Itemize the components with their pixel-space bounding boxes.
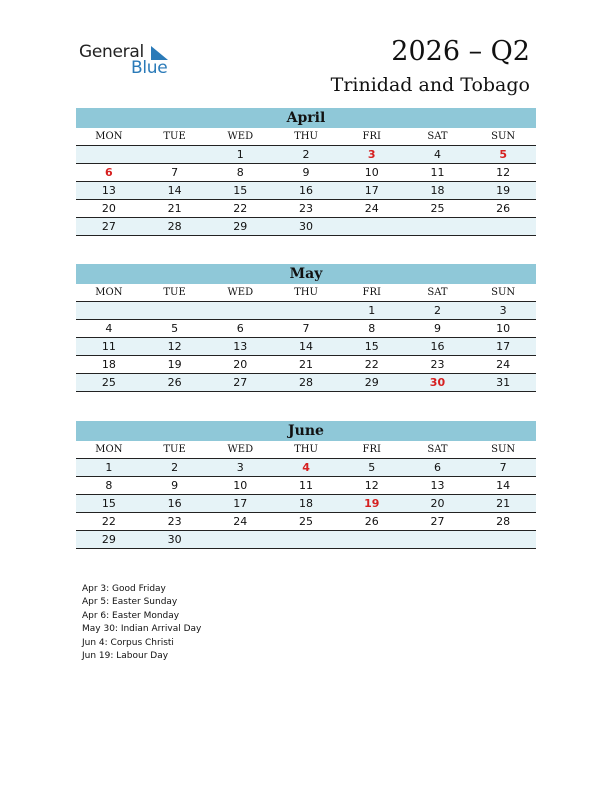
day-cell: 20 [233, 358, 248, 371]
day-cell: 7 [302, 322, 310, 335]
day-cell: 14 [167, 184, 182, 197]
day-cell: 27 [233, 376, 248, 389]
day-cell: 12 [364, 479, 379, 492]
day-cell: 3 [236, 461, 244, 474]
day-cell: 20 [430, 497, 445, 510]
day-cell: 18 [430, 184, 445, 197]
week-row [76, 495, 536, 513]
weekday-label: SAT [427, 287, 448, 298]
week-row [76, 146, 536, 164]
day-cell: 30 [429, 376, 446, 389]
day-cell: 6 [433, 461, 441, 474]
day-cell: 23 [167, 515, 182, 528]
day-cell [76, 302, 142, 319]
day-cell: 5 [368, 461, 376, 474]
day-cell: 30 [299, 220, 314, 233]
day-cell: 13 [233, 340, 248, 353]
holiday-note: Jun 4: Corpus Christi [82, 637, 174, 648]
day-cell: 8 [236, 166, 244, 179]
day-cell [339, 531, 405, 548]
day-cell: 17 [496, 340, 511, 353]
day-cell: 2 [433, 304, 441, 317]
day-cell: 5 [499, 148, 507, 161]
month-header: May [76, 264, 536, 284]
day-cell: 5 [171, 322, 179, 335]
weekday-label: SUN [491, 444, 516, 455]
day-cell [273, 302, 339, 319]
day-cell: 7 [499, 461, 507, 474]
day-cell: 18 [299, 497, 314, 510]
weekday-header-row [76, 284, 536, 302]
holiday-note: Jun 19: Labour Day [82, 650, 169, 661]
weekday-label: WED [227, 131, 254, 142]
day-cell: 4 [302, 461, 310, 474]
weekday-label: WED [227, 444, 254, 455]
day-cell: 2 [302, 148, 310, 161]
day-cell: 9 [433, 322, 441, 335]
day-cell: 10 [364, 166, 379, 179]
day-cell: 27 [430, 515, 445, 528]
day-cell [76, 146, 142, 163]
day-cell [273, 531, 339, 548]
day-cell: 23 [299, 202, 314, 215]
holiday-notes [82, 583, 201, 663]
page-subtitle: Trinidad and Tobago [330, 74, 530, 96]
day-cell: 31 [496, 376, 511, 389]
day-cell: 18 [101, 358, 116, 371]
day-cell [470, 218, 536, 235]
day-cell: 26 [364, 515, 379, 528]
week-row [76, 200, 536, 218]
month-may [76, 264, 536, 392]
month-april [76, 108, 536, 236]
day-cell [142, 146, 208, 163]
week-row [76, 320, 536, 338]
day-cell: 6 [236, 322, 244, 335]
weekday-label: FRI [362, 131, 381, 142]
day-cell: 24 [364, 202, 379, 215]
weekday-label: TUE [163, 444, 186, 455]
day-cell: 15 [364, 340, 379, 353]
day-cell: 16 [430, 340, 445, 353]
day-cell: 3 [499, 304, 507, 317]
week-row [76, 356, 536, 374]
weekday-header-row [76, 441, 536, 459]
day-cell: 24 [233, 515, 248, 528]
weekday-label: FRI [362, 444, 381, 455]
weekday-label: SAT [427, 444, 448, 455]
day-cell: 19 [496, 184, 511, 197]
logo-text-blue: Blue [131, 58, 168, 78]
weekday-label: MON [95, 444, 123, 455]
day-cell: 7 [171, 166, 179, 179]
day-cell: 25 [299, 515, 314, 528]
day-cell: 8 [368, 322, 376, 335]
day-cell: 19 [364, 497, 380, 510]
day-cell [405, 531, 471, 548]
day-cell: 12 [167, 340, 182, 353]
weekday-label: SUN [491, 131, 516, 142]
weekday-label: TUE [163, 131, 186, 142]
week-row [76, 459, 536, 477]
day-cell: 1 [368, 304, 376, 317]
weekday-label: WED [227, 287, 254, 298]
day-cell: 8 [105, 479, 113, 492]
month-header: June [76, 421, 536, 441]
weekday-label: MON [95, 287, 123, 298]
day-cell: 22 [233, 202, 248, 215]
day-cell: 6 [105, 166, 113, 179]
weekday-label: SAT [427, 131, 448, 142]
day-cell: 29 [101, 533, 116, 546]
day-cell: 28 [167, 220, 182, 233]
day-cell: 26 [496, 202, 511, 215]
day-cell: 25 [430, 202, 445, 215]
day-cell: 28 [496, 515, 511, 528]
weekday-header-row [76, 128, 536, 146]
month-june [76, 421, 536, 549]
day-cell: 27 [101, 220, 116, 233]
generalblue-logo [79, 42, 179, 82]
week-row [76, 374, 536, 392]
day-cell: 10 [496, 322, 511, 335]
weekday-label: THU [294, 131, 318, 142]
day-cell: 20 [101, 202, 116, 215]
day-cell: 17 [364, 184, 379, 197]
day-cell [470, 531, 536, 548]
day-cell [142, 302, 208, 319]
day-cell: 13 [101, 184, 116, 197]
day-cell: 12 [496, 166, 511, 179]
day-cell: 22 [101, 515, 116, 528]
day-cell: 10 [233, 479, 248, 492]
holiday-note: Apr 6: Easter Monday [82, 610, 180, 621]
day-cell: 16 [299, 184, 314, 197]
week-row [76, 302, 536, 320]
logo-text-general: General [79, 42, 144, 62]
day-cell: 15 [233, 184, 248, 197]
holiday-note: Apr 3: Good Friday [82, 584, 166, 594]
week-row [76, 218, 536, 236]
day-cell: 21 [299, 358, 314, 371]
weekday-label: SUN [491, 287, 516, 298]
weekday-label: TUE [163, 287, 186, 298]
day-cell: 9 [302, 166, 310, 179]
day-cell: 26 [167, 376, 182, 389]
day-cell: 25 [101, 376, 116, 389]
week-row [76, 477, 536, 495]
week-row [76, 164, 536, 182]
day-cell: 14 [496, 479, 511, 492]
day-cell: 29 [233, 220, 248, 233]
day-cell: 14 [299, 340, 314, 353]
day-cell [339, 218, 405, 235]
day-cell: 19 [167, 358, 182, 371]
day-cell: 17 [233, 497, 248, 510]
day-cell: 23 [430, 358, 445, 371]
day-cell [207, 302, 273, 319]
page-title: 2026 – Q2 [391, 36, 530, 67]
day-cell: 11 [101, 340, 116, 353]
day-cell: 1 [105, 461, 113, 474]
day-cell: 11 [430, 166, 445, 179]
day-cell [207, 531, 273, 548]
weekday-label: FRI [362, 287, 381, 298]
month-header: April [76, 108, 536, 128]
day-cell: 21 [496, 497, 511, 510]
holiday-note: Apr 5: Easter Sunday [82, 597, 178, 608]
day-cell: 15 [101, 497, 116, 510]
day-cell: 16 [167, 497, 182, 510]
day-cell: 2 [171, 461, 179, 474]
day-cell: 4 [433, 148, 441, 161]
weekday-label: THU [294, 287, 318, 298]
week-row [76, 182, 536, 200]
week-row [76, 513, 536, 531]
day-cell: 24 [496, 358, 511, 371]
day-cell: 3 [367, 148, 376, 161]
weekday-label: THU [294, 444, 318, 455]
day-cell: 28 [299, 376, 314, 389]
weekday-label: MON [95, 131, 123, 142]
week-row [76, 338, 536, 356]
day-cell: 9 [171, 479, 179, 492]
day-cell: 29 [364, 376, 379, 389]
day-cell: 1 [236, 148, 244, 161]
day-cell: 13 [430, 479, 445, 492]
holiday-note: May 30: Indian Arrival Day [82, 624, 202, 635]
day-cell [405, 218, 471, 235]
day-cell: 4 [105, 322, 113, 335]
day-cell: 22 [364, 358, 379, 371]
day-cell: 30 [167, 533, 182, 546]
day-cell: 11 [299, 479, 314, 492]
week-row [76, 531, 536, 549]
day-cell: 21 [167, 202, 182, 215]
